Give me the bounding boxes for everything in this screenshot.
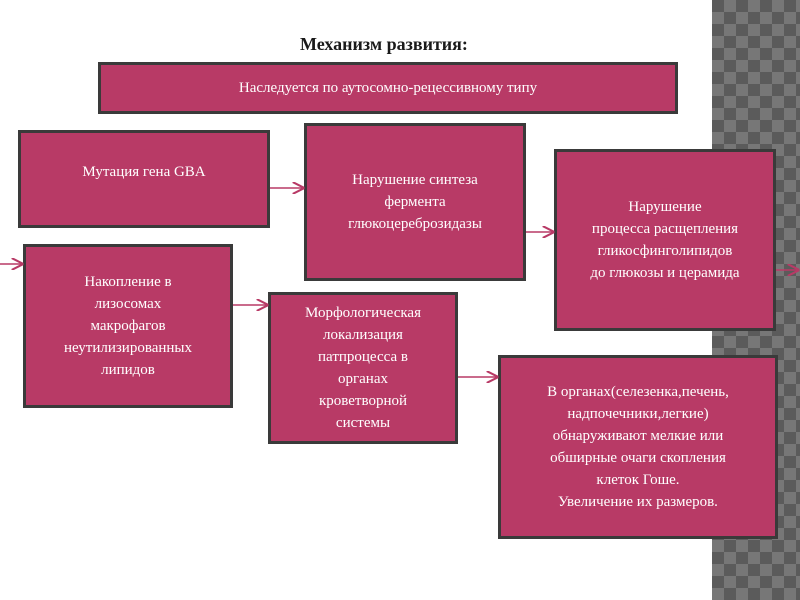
morphology-text: Морфологическая локализация патпроцесса в органах кроветворной системы xyxy=(304,305,421,431)
cleavage-text: Нарушение процесса расщепления гликосфинголипидов до глюкозы и церамида xyxy=(590,199,740,281)
organs-text: В органах(селезенка,печень, надпочечники,легкие) обнаруживают мелкие или обширные очаги скопления клеток Гоше. Увеличение их размеров. xyxy=(547,384,729,510)
synthesis-text: Нарушение синтеза фермента глюкоцереброзидазы xyxy=(348,172,482,232)
accumulation-text: Накопление в лизосомах макрофагов неутилизированных липидов xyxy=(63,274,193,378)
diagram-title: Механизм развития: xyxy=(300,34,468,54)
mutation-text: Мутация гена GBA xyxy=(82,164,206,180)
inheritance-text: Наследуется по аутосомно-рецессивному типу xyxy=(238,80,538,96)
